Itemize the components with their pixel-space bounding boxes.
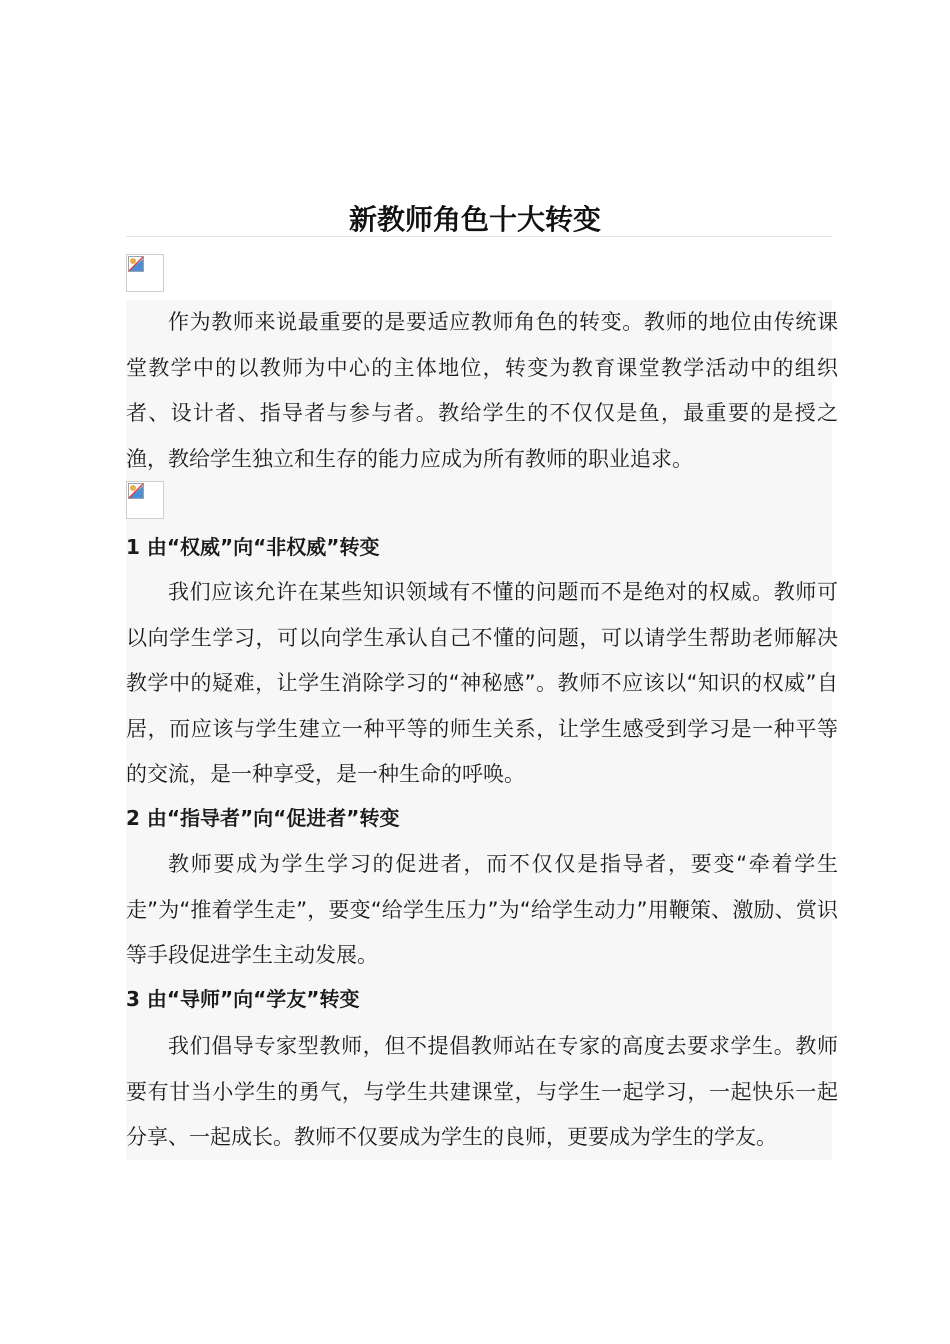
image-placeholder-1	[126, 254, 164, 292]
section-body-3: 我们倡导专家型教师，但不提倡教师站在专家的高度去要求学生。教师要有甘当小学生的勇气，与学生共建课堂，与学生一起学习，一起快乐一起分享、一起成长。教师不仅要成为学生的良师，更要成为学生的学友。	[126, 1034, 838, 1149]
broken-image-icon	[128, 483, 144, 499]
section-body-1: 我们应该允许在某些知识领域有不懂的问题而不是绝对的权威。教师可以向学生学习，可以向学生承认自己不懂的问题，可以请学生帮助老师解决教学中的疑难，让学生消除学习的“神秘感”。教师不应该以“知识的权威”自居，而应该与学生建立一种平等的师生关系，让学生感受到学习是一种平等的交流，是一种享受，是一种生命的呼唤。	[126, 580, 838, 786]
document-title: 新教师角色十大转变	[348, 202, 601, 236]
broken-image-icon	[128, 256, 144, 272]
section-heading-2: 2 由“指导者”向“促进者”转变	[126, 806, 400, 830]
image-placeholder-2	[126, 481, 164, 519]
section-heading-1: 1 由“权威”向“非权威”转变	[126, 535, 380, 559]
section-body-2: 教师要成为学生学习的促进者，而不仅仅是指导者，要变“牵着学生走”为“推着学生走”，要变“给学生压力”为“给学生动力”用鞭策、激励、赏识等手段促进学生主动发展。	[126, 852, 838, 967]
intro-paragraph: 作为教师来说最重要的是要适应教师角色的转变。教师的地位由传统课堂教学中的以教师为中心的主体地位，转变为教育课堂教学活动中的组织者、设计者、指导者与参与者。教给学生的不仅仅是鱼，最重要的是授之渔，教给学生独立和生存的能力应成为所有教师的职业追求。	[126, 310, 838, 471]
section-heading-3: 3 由“导师”向“学友”转变	[126, 987, 360, 1011]
title-divider	[126, 236, 832, 237]
